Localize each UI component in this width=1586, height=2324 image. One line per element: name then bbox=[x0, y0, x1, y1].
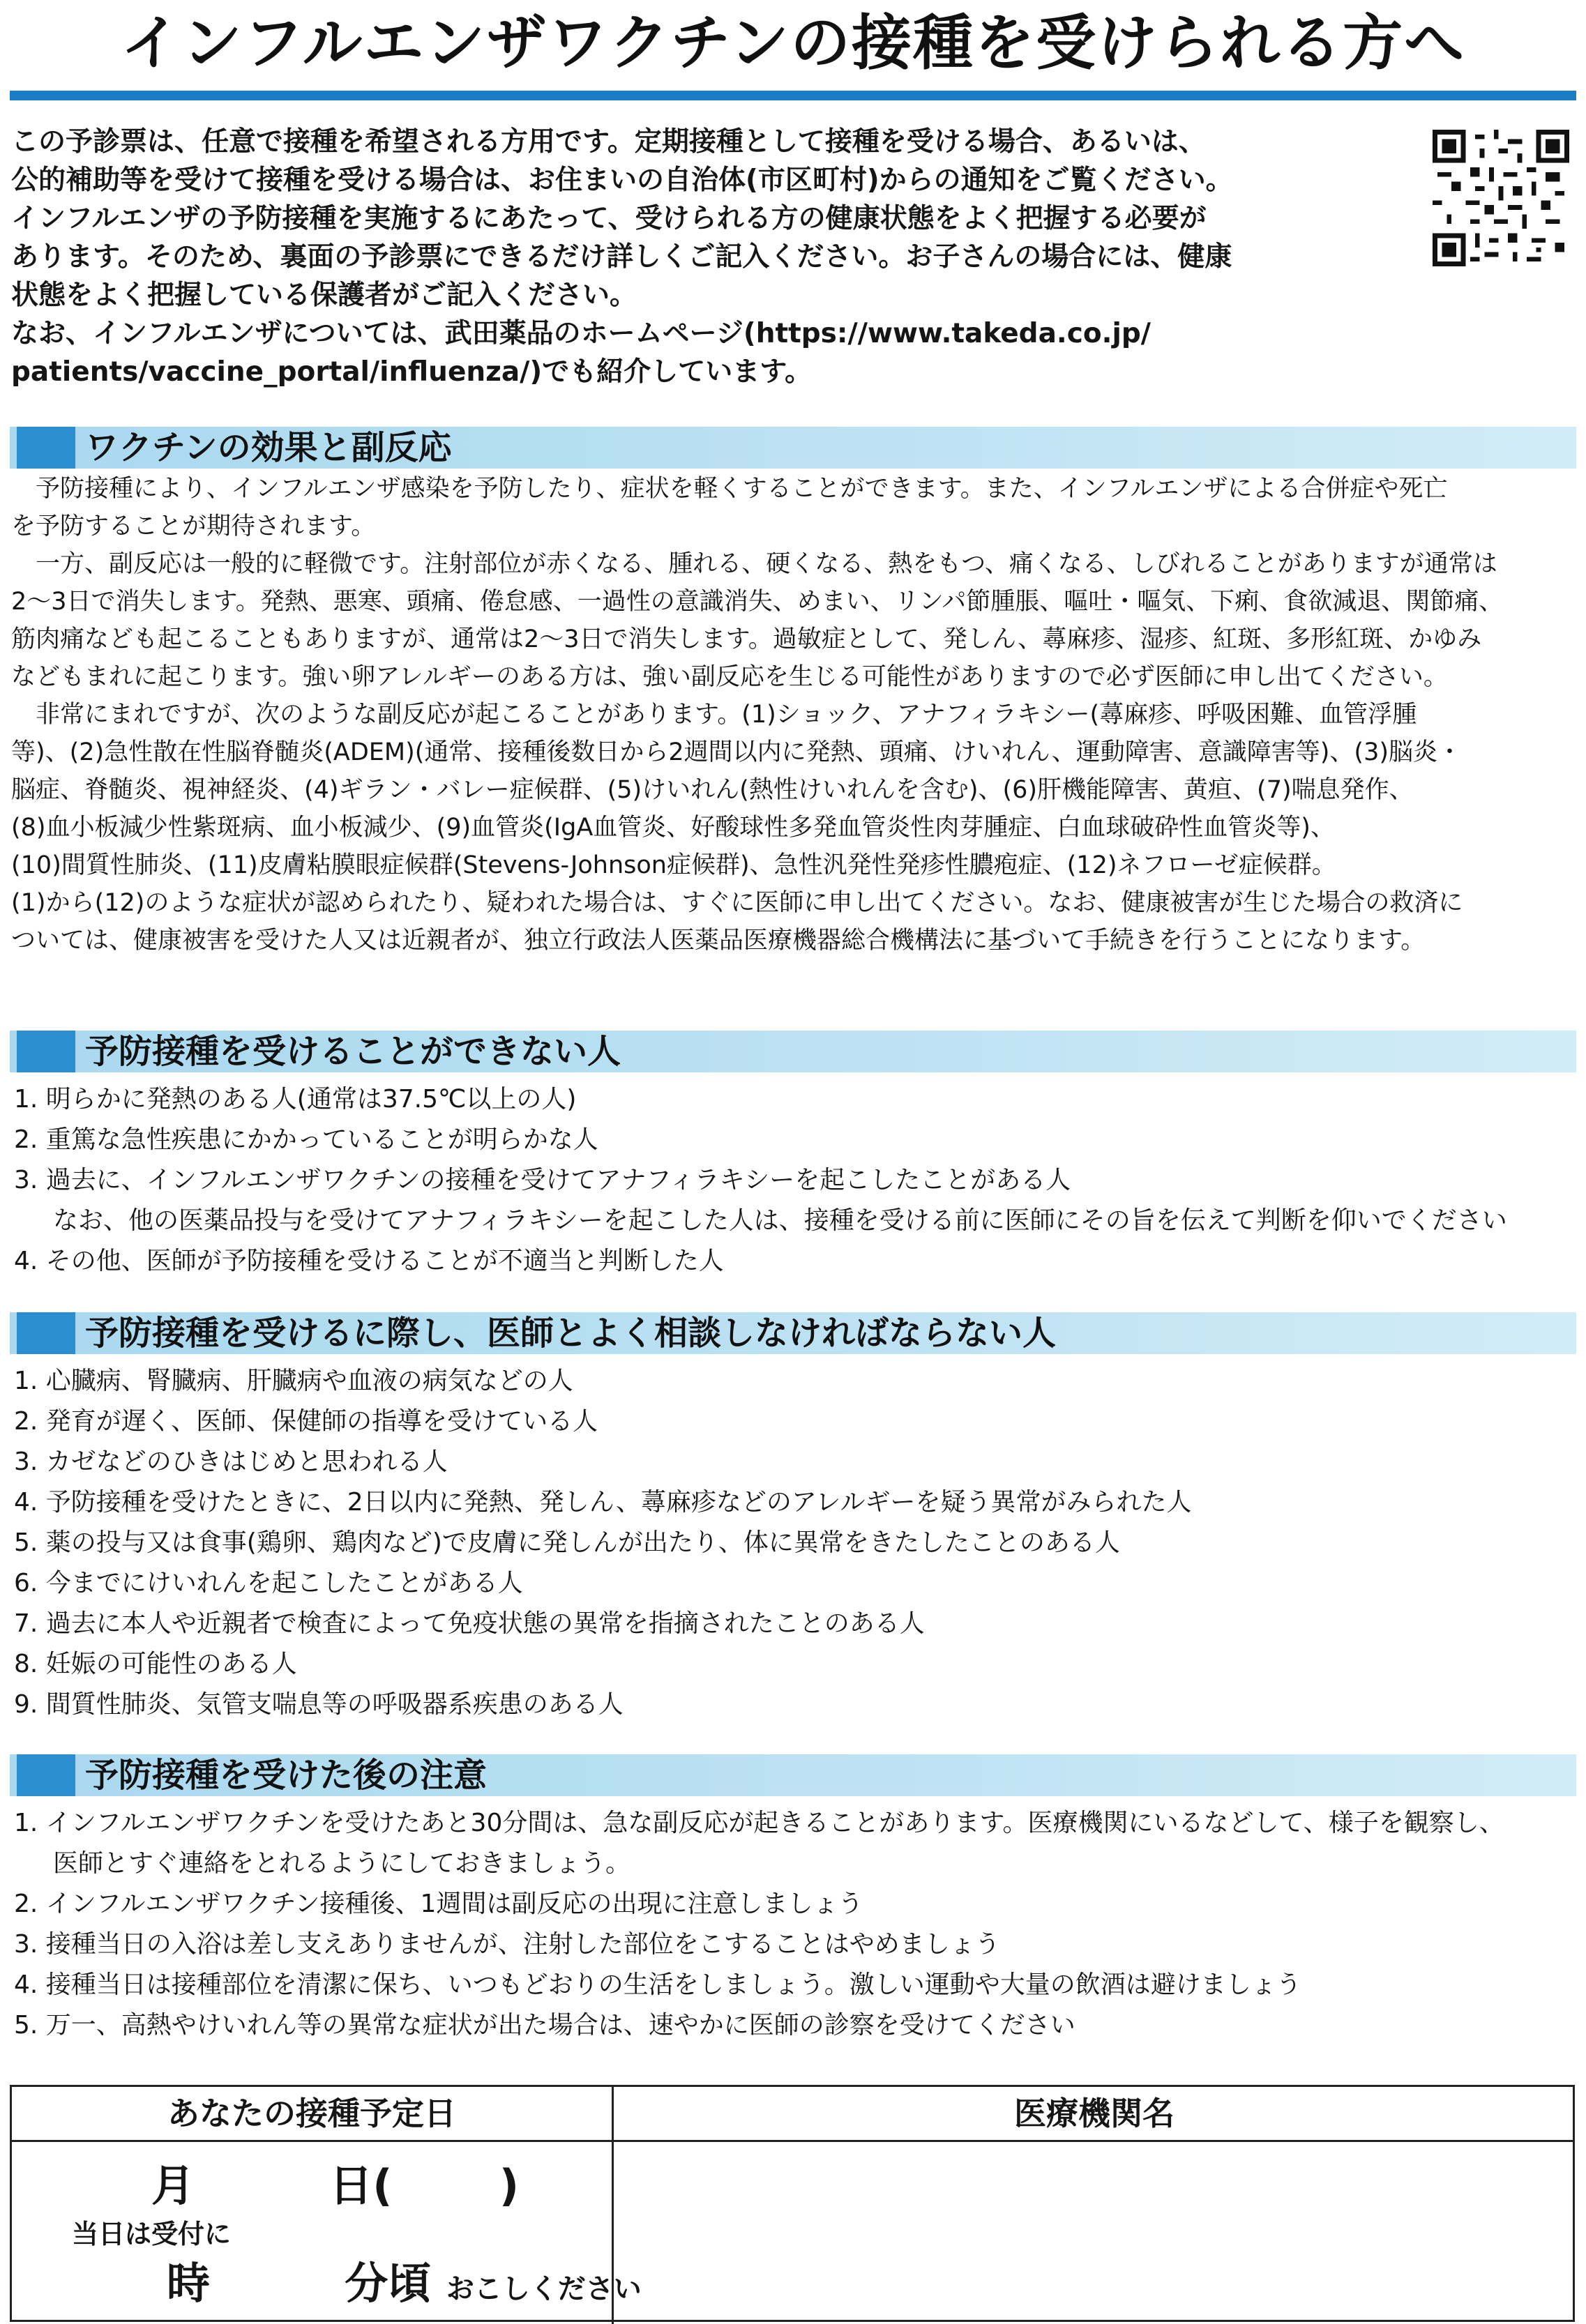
list-item: 2. インフルエンザワクチン接種後、1週間は副反応の出現に注意しましょう bbox=[14, 1890, 863, 1918]
effects-line: 一方、副反応は一般的に軽微です。注射部位が赤くなる、腫れる、硬くなる、熱をもつ、痛くなる、しびれることがありますが通常は bbox=[11, 550, 1497, 578]
intro-text bbox=[11, 123, 1406, 391]
section-mark bbox=[17, 1312, 75, 1354]
schedule-date-header: あなたの接種予定日 bbox=[167, 2095, 456, 2132]
schedule-hour-label: 時 bbox=[167, 2258, 211, 2309]
list-item: 2. 重篤な急性疾患にかかっていることが明らかな人 bbox=[14, 1125, 598, 1154]
list-item: 1. 心臓病、腎臓病、肝臓病や血液の病気などの人 bbox=[14, 1367, 573, 1395]
list-item: 1. インフルエンザワクチンを受けたあと30分間は、急な副反応が起きることがあります。医療機関にいるなどして、様子を観察し、 bbox=[14, 1809, 1504, 1837]
list-item: 3. カゼなどのひきはじめと思われる人 bbox=[14, 1448, 448, 1476]
section-effects-title: ワクチンの効果と副反応 bbox=[85, 428, 452, 467]
effects-line: を予防することが期待されます。 bbox=[11, 512, 376, 540]
effects-line: 予防接種により、インフルエンザ感染を予防したり、症状を軽くすることができます。また、インフルエンザによる合併症や死亡 bbox=[11, 475, 1448, 503]
list-item: 8. 妊娠の可能性のある人 bbox=[14, 1650, 297, 1678]
section-cannot-heading bbox=[10, 1031, 1576, 1072]
intro-line: patients/vaccine_portal/influenza/)でも紹介しています。 bbox=[11, 356, 813, 388]
list-item: 9. 間質性肺炎、気管支喘息等の呼吸器系疾患のある人 bbox=[14, 1690, 624, 1719]
intro-line: インフルエンザの予防接種を実施するにあたって、受けられる方の健康状態をよく把握する必要が bbox=[11, 203, 1207, 234]
intro-line: 状態をよく把握している保護者がご記入ください。 bbox=[11, 280, 637, 311]
section-after-list bbox=[14, 1803, 1576, 2046]
effects-line: 等)、(2)急性散在性脳脊髄炎(ADEM)(通常、接種後数日から2週間以内に発熱、頭痛、けいれん、運動障害、意識障害等)、(3)脳炎・ bbox=[11, 738, 1463, 766]
schedule-box bbox=[10, 2085, 1575, 2322]
section-after-title: 予防接種を受けた後の注意 bbox=[85, 1756, 488, 1795]
intro-line: 公的補助等を受けて接種を受ける場合は、お住まいの自治体(市区町村)からの通知をご覧ください。 bbox=[11, 165, 1233, 196]
title-rule bbox=[10, 91, 1576, 100]
intro-line: なお、インフルエンザについては、武田薬品のホームページ(https://www.takeda.co.jp/ bbox=[11, 318, 1151, 349]
list-item-note: なお、他の医薬品投与を受けてアナフィラキシーを起こした人は、接種を受ける前に医師にその旨を伝えて判断を仰いでください bbox=[53, 1206, 1507, 1235]
intro-line: あります。そのため、裏面の予診票にできるだけ詳しくご記入ください。お子さんの場合には、健康 bbox=[11, 241, 1232, 273]
effects-line: などもまれに起こります。強い卵アレルギーのある方は、強い副反応を生じる可能性がありますので必ず医師に申し出てください。 bbox=[11, 663, 1448, 691]
list-item: 3. 過去に、インフルエンザワクチンの接種を受けてアナフィラキシーを起こしたことがある人 bbox=[14, 1166, 1071, 1194]
schedule-come-label: おこしください bbox=[446, 2273, 642, 2305]
schedule-time-field[interactable] bbox=[167, 2249, 642, 2311]
page-title: インフルエンザワクチンの接種を受けられる方へ bbox=[120, 8, 1466, 78]
schedule-day-close: ) bbox=[499, 2160, 520, 2211]
list-item: 3. 接種当日の入浴は差し支えありませんが、注射した部位をこすることはやめましょう bbox=[14, 1930, 1000, 1959]
section-effects-heading bbox=[10, 427, 1576, 469]
effects-line: 筋肉痛なども起こることもありますが、通常は2〜3日で消失します。過敏症として、発しん、蕁麻疹、湿疹、紅斑、多形紅斑、かゆみ bbox=[11, 625, 1482, 653]
effects-line: 脳症、脊髄炎、視神経炎、(4)ギラン・バレー症候群、(5)けいれん(熱性けいれんを含む)、(6)肝機能障害、黄疸、(7)喘息発作、 bbox=[11, 776, 1414, 804]
section-consult-title: 予防接種を受けるに際し、医師とよく相談しなければならない人 bbox=[85, 1314, 1057, 1353]
section-mark bbox=[17, 427, 75, 469]
section-consult-heading bbox=[10, 1312, 1576, 1354]
list-item: 7. 過去に本人や近親者で検査によって免疫状態の異常を指摘されたことのある人 bbox=[14, 1609, 925, 1638]
schedule-month-label: 月 bbox=[151, 2160, 195, 2211]
list-item: 5. 薬の投与又は食事(鶏卵、鶏肉など)で皮膚に発しんが出たり、体に異常をきたしたことのある人 bbox=[14, 1528, 1120, 1557]
effects-line: (1)から(12)のような症状が認められたり、疑われた場合は、すぐに医師に申し出てください。なお、健康被害が生じた場合の救済に bbox=[11, 889, 1463, 917]
list-item: 4. その他、医師が予防接種を受けることが不適当と判断した人 bbox=[14, 1247, 724, 1275]
effects-line: (10)間質性肺炎、(11)皮膚粘膜眼症候群(Stevens-Johnson症候群)、急性汎発性発疹性膿疱症、(12)ネフローゼ症候群。 bbox=[11, 851, 1336, 879]
schedule-clinic-header: 医療機関名 bbox=[1014, 2095, 1175, 2132]
section-cannot-title: 予防接種を受けることができない人 bbox=[85, 1032, 621, 1071]
section-effects-body bbox=[11, 470, 1576, 959]
schedule-header-rule bbox=[12, 2140, 1573, 2142]
schedule-reception-label: 当日は受付に bbox=[72, 2219, 232, 2249]
section-consult-list bbox=[14, 1361, 1576, 1725]
effects-line: 非常にまれですが、次のような副反応が起こることがあります。(1)ショック、アナフィラキシー(蕁麻疹、呼吸困難、血管浮腫 bbox=[11, 701, 1417, 729]
schedule-day-label: 日( bbox=[329, 2160, 393, 2211]
list-item: 6. 今までにけいれんを起こしたことがある人 bbox=[14, 1569, 523, 1597]
list-item-note: 医師とすぐ連絡をとれるようにしておきましょう。 bbox=[53, 1849, 631, 1878]
list-item: 4. 予防接種を受けたときに、2日以内に発熱、発しん、蕁麻疹などのアレルギーを疑う異常がみられた人 bbox=[14, 1488, 1192, 1517]
list-item: 4. 接種当日は接種部位を清潔に保ち、いつもどおりの生活をしましょう。激しい運動や大量の飲酒は避けましょう bbox=[14, 1970, 1301, 1999]
list-item: 2. 発育が遅く、医師、保健師の指導を受けている人 bbox=[14, 1407, 598, 1436]
schedule-date-field[interactable] bbox=[151, 2151, 519, 2213]
schedule-minute-label: 分頃 bbox=[345, 2258, 432, 2309]
effects-line: (8)血小板減少性紫斑病、血小板減少、(9)血管炎(IgA血管炎、好酸球性多発血管炎性肉芽腫症、白血球破砕性血管炎等)、 bbox=[11, 814, 1335, 842]
section-cannot-list bbox=[14, 1079, 1576, 1282]
effects-line: ついては、健康被害を受けた人又は近親者が、独立行政法人医薬品医療機器総合機構法に基づいて手続きを行うことになります。 bbox=[11, 927, 1426, 955]
list-item: 1. 明らかに発熱のある人(通常は37.5℃以上の人) bbox=[14, 1085, 577, 1114]
section-mark bbox=[17, 1031, 75, 1072]
qr-code-icon[interactable] bbox=[1433, 130, 1569, 266]
intro-line: この予診票は、任意で接種を希望される方用です。定期接種として接種を受ける場合、あるいは、 bbox=[11, 126, 1206, 158]
list-item: 5. 万一、高熱やけいれん等の異常な症状が出た場合は、速やかに医師の診察を受けてください bbox=[14, 2011, 1075, 2040]
effects-line: 2〜3日で消失します。発熱、悪寒、頭痛、倦怠感、一過性の意識消失、めまい、リンパ節腫脹、嘔吐・嘔気、下痢、食欲減退、関節痛、 bbox=[11, 588, 1504, 616]
section-after-heading bbox=[10, 1754, 1576, 1796]
section-mark bbox=[17, 1754, 75, 1796]
